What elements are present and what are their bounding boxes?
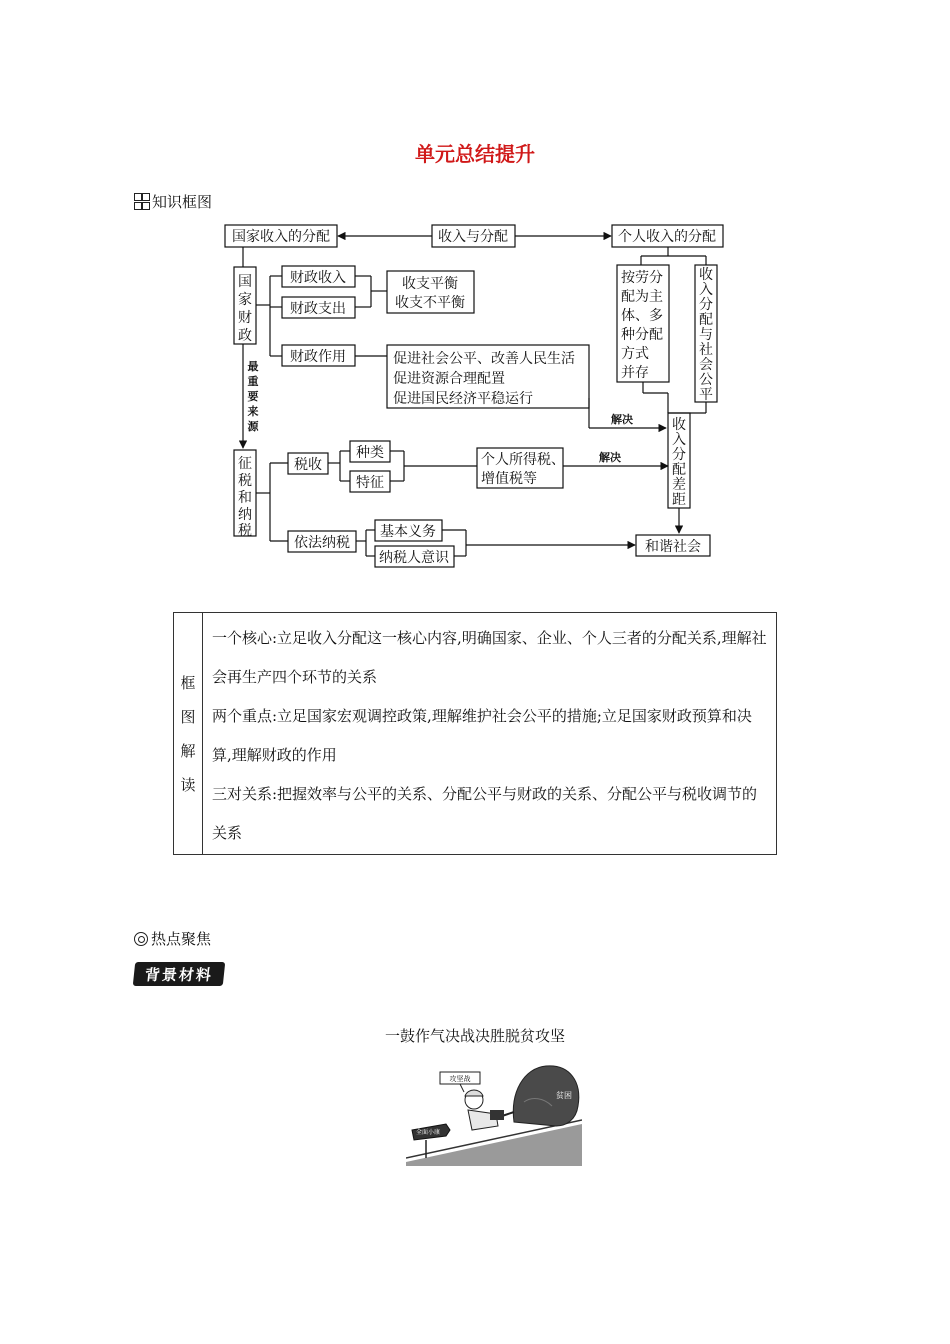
tax-and-pay-char: 征 [238, 456, 252, 472]
personal-income-text: 个人收入的分配 [618, 229, 716, 245]
role-item: 促进国民经济平稳运行 [393, 391, 533, 407]
reading-body [203, 613, 776, 854]
tax-and-pay-char: 和 [238, 490, 252, 506]
imbalance-text: 收支不平衡 [395, 295, 465, 311]
taxpayer-awareness-text: 纳税人意识 [379, 550, 449, 566]
cartoon-label-poverty: 贫困 [556, 1091, 572, 1100]
reading-label-char: 图 [180, 707, 196, 726]
main-source-char: 要 [247, 390, 259, 403]
reading-relations: 三对关系:把握效率与公平的关系、分配公平与财政的关系、分配公平与税收调节的关系 [212, 785, 758, 842]
solve-label: 解决 [599, 451, 621, 464]
lawful-tax-text: 依法纳税 [294, 535, 350, 551]
reading-label [174, 613, 203, 854]
kinds-text: 种类 [356, 445, 384, 461]
distribution-modes-line: 按劳分 [621, 270, 663, 286]
features-text: 特征 [356, 475, 384, 491]
tax-and-pay-char: 税 [238, 523, 252, 539]
fair-distribution-char: 入 [699, 282, 713, 298]
background-material-badge: 背景材料 [133, 962, 226, 986]
balance-text: 收支平衡 [402, 276, 458, 292]
reading-core: 一个核心:立足收入分配这一核心内容,明确国家、企业、个人三者的分配关系,理解社会再生产四个环节的关系 [212, 629, 767, 686]
role-item: 促进资源合理配置 [393, 371, 505, 387]
reading-focus: 两个重点:立足国家宏观调控政策,理解维护社会公平的措施;立足国家财政预算和决算,理解财政的作用 [212, 707, 752, 764]
main-source-char: 重 [247, 375, 259, 388]
fair-distribution-char: 配 [699, 312, 713, 328]
national-finance-char: 家 [238, 292, 252, 308]
section-framework-label: 知识框图 [152, 193, 213, 211]
fair-distribution-char: 分 [699, 297, 713, 313]
main-source-char: 最 [247, 360, 259, 373]
fiscal-role-text: 财政作用 [290, 349, 346, 365]
taxation-text: 税收 [294, 457, 322, 473]
fiscal-revenue-text: 财政收入 [290, 270, 346, 286]
section-hot [134, 928, 211, 949]
section-hot-label: 热点聚焦 [151, 930, 212, 948]
main-source-char: 来 [247, 405, 259, 418]
fair-distribution-char: 收 [699, 267, 713, 283]
fair-distribution-char: 会 [699, 357, 713, 373]
diagram-reading-table [173, 612, 777, 855]
role-item: 促进社会公平、改善人民生活 [393, 351, 575, 367]
fair-distribution-char: 社 [699, 342, 713, 358]
basic-duty-text: 基本义务 [380, 524, 436, 540]
reading-label-char: 框 [180, 673, 196, 692]
tax-types-line: 个人所得税、 [481, 452, 565, 468]
distribution-modes-line: 方式 [621, 346, 649, 362]
income-gap-char: 分 [672, 447, 686, 463]
cartoon-label-moderately-prosperous: 全面小康 [415, 1129, 441, 1136]
national-finance-char: 政 [238, 328, 252, 344]
income-distribution-text: 收入与分配 [438, 229, 508, 245]
fiscal-expenditure-text: 财政支出 [290, 301, 346, 317]
fair-distribution-char: 公 [699, 372, 713, 388]
knowledge-diagram [0, 0, 950, 600]
main-source-char: 源 [247, 420, 259, 433]
national-finance-char: 财 [238, 310, 252, 326]
distribution-modes-line: 配为主 [621, 289, 663, 305]
cartoon-label-battle: 攻坚战 [449, 1075, 471, 1083]
reading-label-char: 读 [180, 775, 196, 794]
national-finance-char: 国 [238, 274, 252, 290]
material-caption: 一鼓作气决战决胜脱贫攻坚 [384, 1027, 565, 1045]
tax-and-pay-char: 纳 [238, 507, 252, 523]
income-gap-char: 配 [672, 462, 686, 478]
target-icon [134, 932, 148, 946]
fair-distribution-char: 平 [699, 387, 713, 403]
income-gap-char: 收 [672, 417, 686, 433]
solve-label: 解决 [611, 413, 633, 426]
distribution-modes-line: 种分配 [621, 327, 663, 343]
income-gap-char: 入 [672, 432, 686, 448]
fair-distribution-char: 与 [699, 327, 713, 343]
reading-label-char: 解 [180, 741, 196, 760]
page-title: 单元总结提升 [415, 142, 535, 166]
income-gap-char: 距 [672, 492, 686, 508]
tax-types-line: 增值税等 [481, 471, 537, 487]
distribution-modes-line: 并存 [621, 365, 649, 381]
income-gap-char: 差 [672, 477, 686, 493]
distribution-modes-line: 体、多 [621, 308, 663, 324]
national-income-text: 国家收入的分配 [232, 229, 330, 245]
tax-and-pay-char: 税 [238, 473, 252, 489]
harmonious-society-text: 和谐社会 [645, 539, 701, 555]
cartoon-image [406, 1062, 582, 1166]
